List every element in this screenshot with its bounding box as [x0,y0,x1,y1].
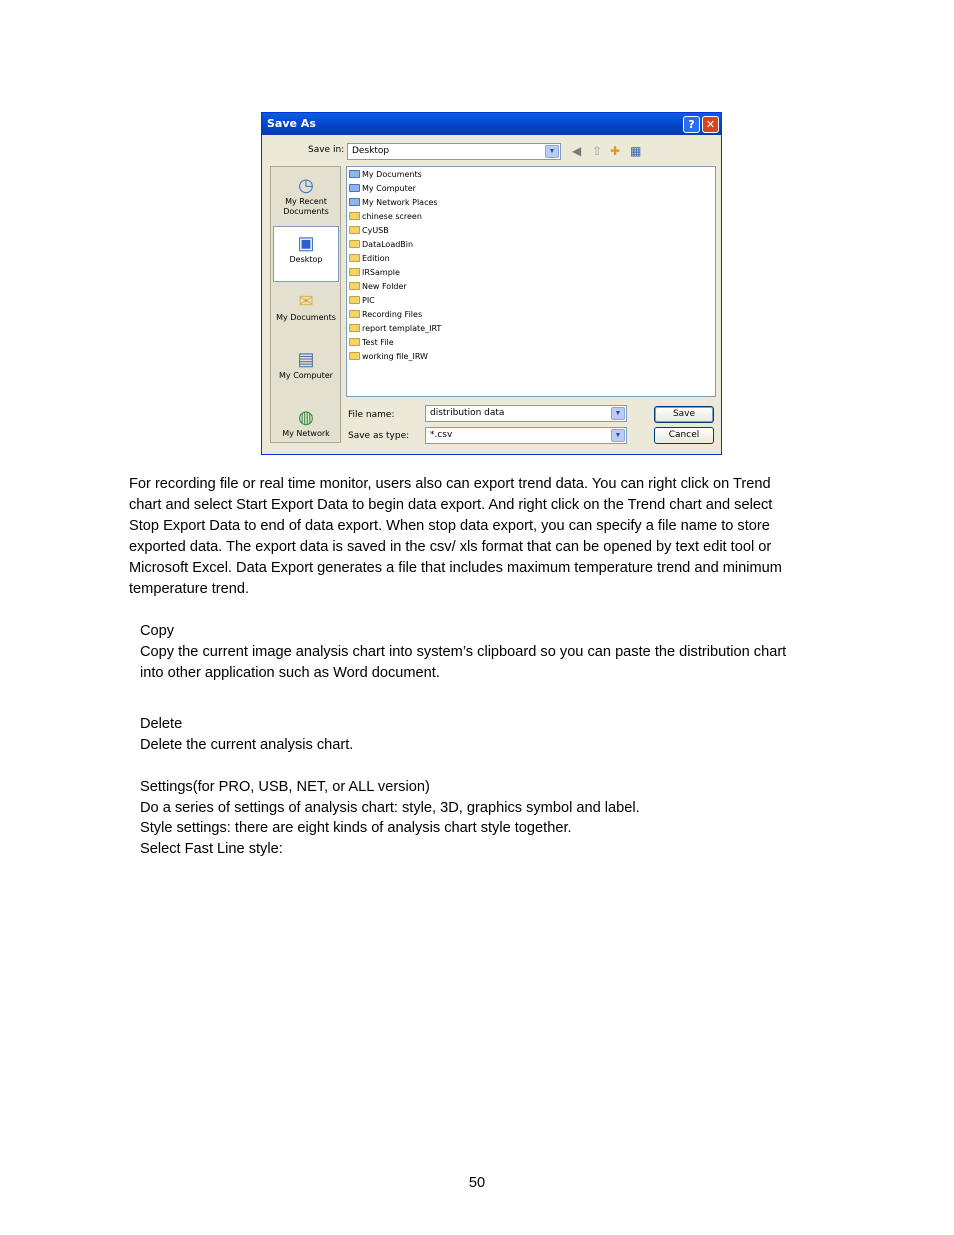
chevron-down-icon[interactable]: ▼ [545,145,559,158]
file-name: chinese screen [362,212,422,221]
save-in-label: Save in: [308,145,345,155]
list-item[interactable] [349,210,422,224]
save-as-dialog [261,112,722,455]
file-name: My Computer [362,184,416,193]
place-my-computer[interactable] [273,343,339,399]
views-menu-icon[interactable]: ▦ [630,144,642,158]
chevron-down-icon[interactable]: ▼ [611,429,625,442]
list-item[interactable] [349,196,438,210]
text-line: Select Fast Line style: [140,841,283,857]
text-line: temperature trend. [129,581,250,597]
page-number: 50 [468,1175,486,1191]
folder-icon [349,212,360,220]
text-line: chart and select Start Export Data to begin data export. And right click on the Trend chart and select [129,497,773,513]
place-recent-documents[interactable] [273,169,339,225]
folder-icon [349,352,360,360]
text-line: Copy the current image analysis chart into system’s clipboard so you can paste the distribution chart [140,644,787,660]
file-name: My Documents [362,170,422,179]
list-item[interactable] [349,252,390,266]
file-name: My Network Places [362,198,438,207]
folder-icon [349,282,360,290]
dialog-titlebar[interactable] [262,113,721,135]
delete-heading: Delete [140,716,183,732]
text-line: exported data. The export data is saved in the csv/ xls format that can be opened by text edit tool or [129,539,772,555]
folder-icon [349,324,360,332]
file-name: Edition [362,254,390,263]
place-label: Desktop [289,255,323,264]
dialog-title: Save As [267,117,316,130]
file-name: report template_IRT [362,324,442,333]
copy-heading: Copy [140,623,175,639]
list-item[interactable] [349,168,422,182]
file-name-label: File name: [348,410,395,420]
folder-icon [349,226,360,234]
my-computer-icon: ▤ [297,349,315,369]
list-item[interactable] [349,266,400,280]
place-label: My Documents [276,313,336,322]
desktop-icon: ▣ [297,233,315,253]
file-name: working file_IRW [362,352,428,361]
folder-icon [349,310,360,318]
list-item[interactable] [349,280,407,294]
file-name: PIC [362,296,375,305]
file-name: IRSample [362,268,400,277]
folder-icon [349,338,360,346]
folder-icon [349,240,360,248]
list-item[interactable] [349,294,375,308]
place-label: My Network [282,429,330,438]
save-as-type-dropdown[interactable] [425,427,627,444]
save-button[interactable]: Save [654,406,714,423]
places-bar [270,166,341,443]
save-in-value: Desktop [352,146,390,156]
text-line: Delete the current analysis chart. [140,737,354,753]
text-line: Style settings: there are eight kinds of analysis chart style together. [140,820,572,836]
list-item[interactable] [349,350,428,364]
settings-heading: Settings(for PRO, USB, NET, or ALL version) [140,779,430,795]
place-my-documents[interactable] [273,285,339,341]
list-item[interactable] [349,238,413,252]
file-name: DataLoadBin [362,240,414,249]
folder-icon [349,296,360,304]
file-name-input[interactable] [425,405,627,422]
text-line: For recording file or real time monitor, users also can export trend data. You can right click on Trend [129,476,771,492]
network-places-icon [349,198,360,206]
intro-paragraph [129,474,849,600]
text-line: Stop Export Data to end of data export. When stop data export, you can specify a file name to store [129,518,770,534]
file-name-value: distribution data [430,408,505,418]
file-list[interactable] [346,166,716,397]
recent-documents-icon: ◷ [298,175,314,195]
save-in-dropdown[interactable] [347,143,561,160]
save-as-type-value: *.csv [430,430,453,440]
cancel-button[interactable]: Cancel [654,427,714,444]
save-as-type-label: Save as type: [348,431,410,441]
list-item[interactable] [349,224,389,238]
file-name: Recording Files [362,310,423,319]
back-icon[interactable]: ◀ [572,144,582,158]
place-label: My Computer [279,371,333,380]
place-desktop[interactable] [273,226,339,282]
text-line: Microsoft Excel. Data Export generates a file that includes maximum temperature trend and minimum [129,560,782,576]
file-name: New Folder [362,282,407,291]
text-line: Do a series of settings of analysis chart: style, 3D, graphics symbol and label. [140,800,640,816]
file-name: Test File [362,338,394,347]
list-item[interactable] [349,308,422,322]
up-folder-icon[interactable]: ⇧ [592,144,603,158]
my-network-icon: ◍ [298,407,314,427]
chevron-down-icon[interactable]: ▼ [611,407,625,420]
my-computer-icon [349,184,360,192]
text-line: into other application such as Word document. [140,665,440,681]
list-item[interactable] [349,182,416,196]
help-button[interactable]: ? [683,116,700,133]
my-documents-icon [349,170,360,178]
list-item[interactable] [349,322,441,336]
my-documents-icon: ✉ [298,291,314,311]
folder-icon [349,268,360,276]
place-my-network[interactable] [273,401,339,457]
new-folder-icon[interactable]: ✚ [610,144,621,158]
close-button[interactable]: ✕ [702,116,719,133]
file-name: CyUSB [362,226,389,235]
list-item[interactable] [349,336,394,350]
folder-icon [349,254,360,262]
place-label: My Recent Documents [283,197,329,216]
